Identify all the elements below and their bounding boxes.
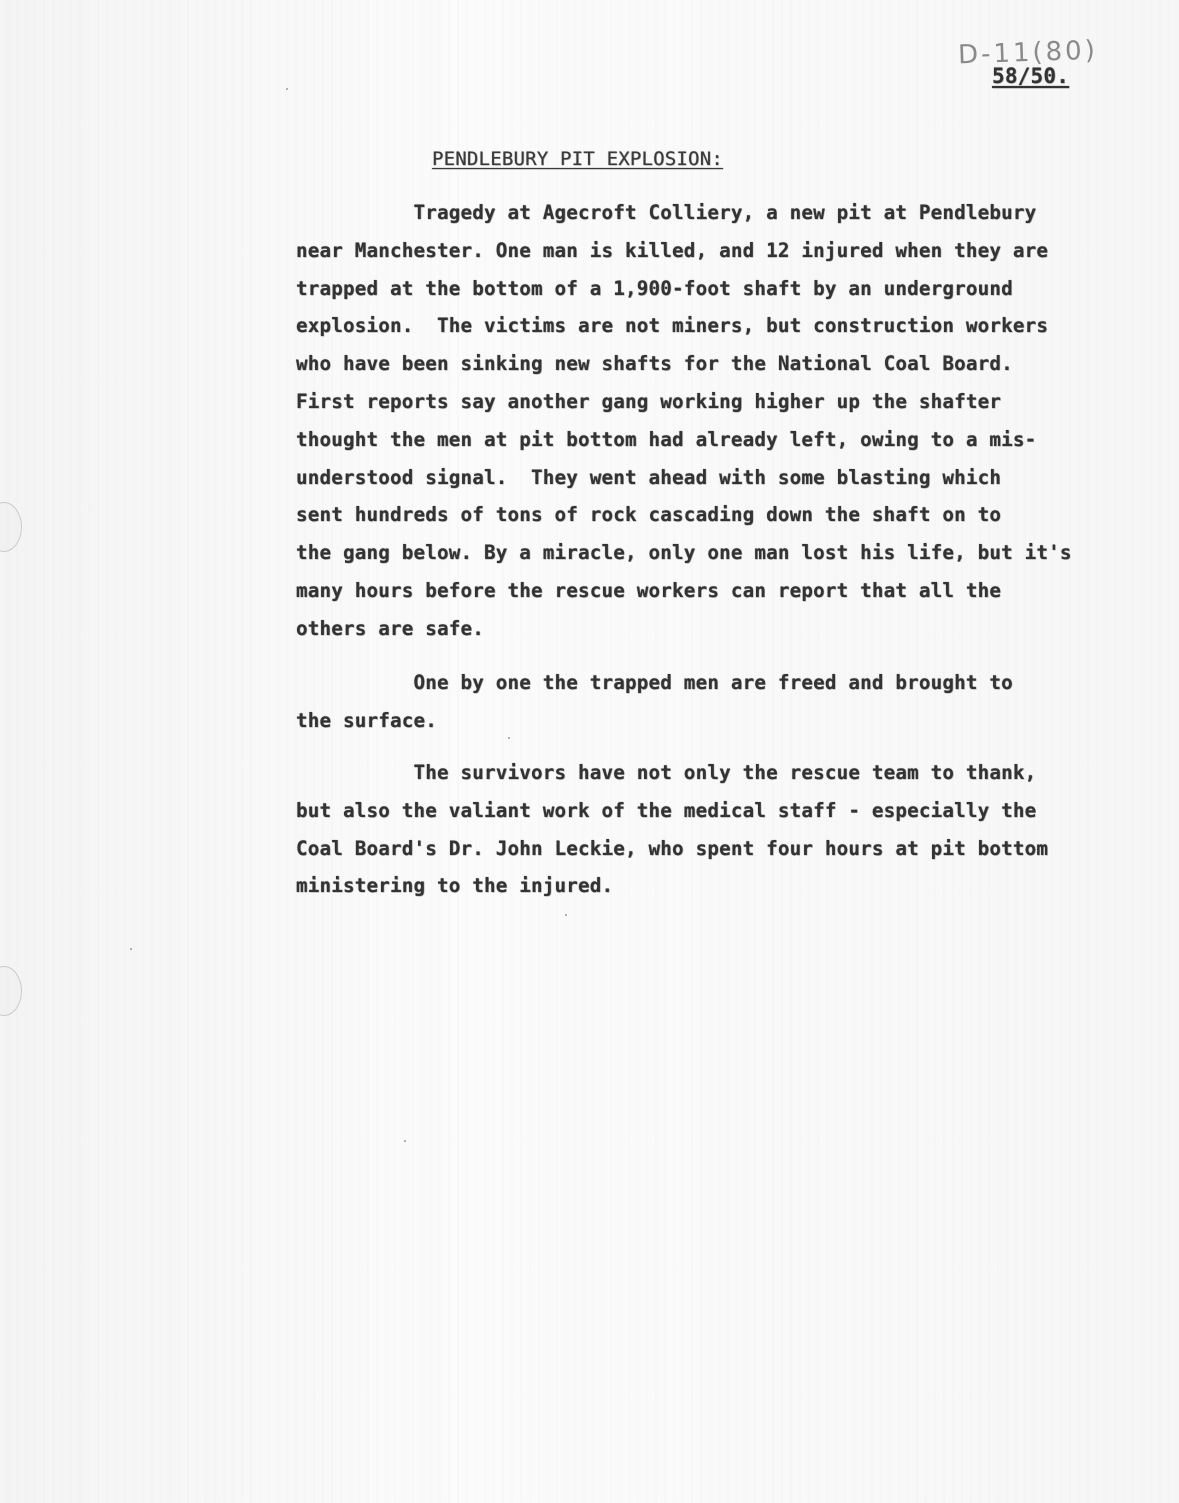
text-line: who have been sinking new shafts for the National Coal Board. [296, 352, 1013, 376]
text-line: the surface. [296, 708, 438, 732]
paper-speck [286, 88, 288, 90]
paper-speck [130, 948, 132, 950]
text-line: trapped at the bottom of a 1,900-foot shaft by an underground [296, 276, 1013, 300]
handwritten-reference: D-11(80) [957, 35, 1099, 71]
text-line: others are safe. [296, 616, 485, 640]
story-title: PENDLEBURY PIT EXPLOSION: [432, 148, 723, 170]
text-line: explosion. The victims are not miners, but construction workers [296, 314, 1049, 338]
text-line: First reports say another gang working higher up the shafter [296, 389, 1002, 413]
paper-speck [565, 914, 567, 916]
paper-speck [404, 1140, 406, 1142]
text-line: ministering to the injured. [296, 874, 614, 898]
text-line: understood signal. They went ahead with some blasting which [296, 465, 1002, 489]
text-line: The survivors have not only the rescue team to thank, [296, 761, 1037, 784]
punch-hole-lower [0, 966, 22, 1016]
text-line: near Manchester. One man is killed, and 12 injured when they are [296, 238, 1049, 262]
text-line: sent hundreds of tons of rock cascading down the shaft on to [296, 503, 1002, 527]
text-line: Tragedy at Agecroft Colliery, a new pit at Pendlebury [296, 201, 1037, 224]
punch-hole-upper [0, 502, 22, 552]
paragraph-2 [296, 664, 1013, 740]
text-line: many hours before the rescue workers can report that all the [296, 578, 1002, 602]
paragraph-3 [296, 754, 1048, 905]
text-line: thought the men at pit bottom had already left, owing to a mis- [296, 427, 1037, 451]
text-line: One by one the trapped men are freed and brought to [296, 671, 1013, 694]
text-line: but also the valiant work of the medical staff - especially the [296, 798, 1037, 822]
text-line: the gang below. By a miracle, only one man lost his life, but it's [296, 541, 1072, 565]
text-line: Coal Board's Dr. John Leckie, who spent four hours at pit bottom [296, 836, 1049, 860]
document-number: 58/50. [992, 64, 1070, 88]
paragraph-1 [296, 194, 1072, 648]
